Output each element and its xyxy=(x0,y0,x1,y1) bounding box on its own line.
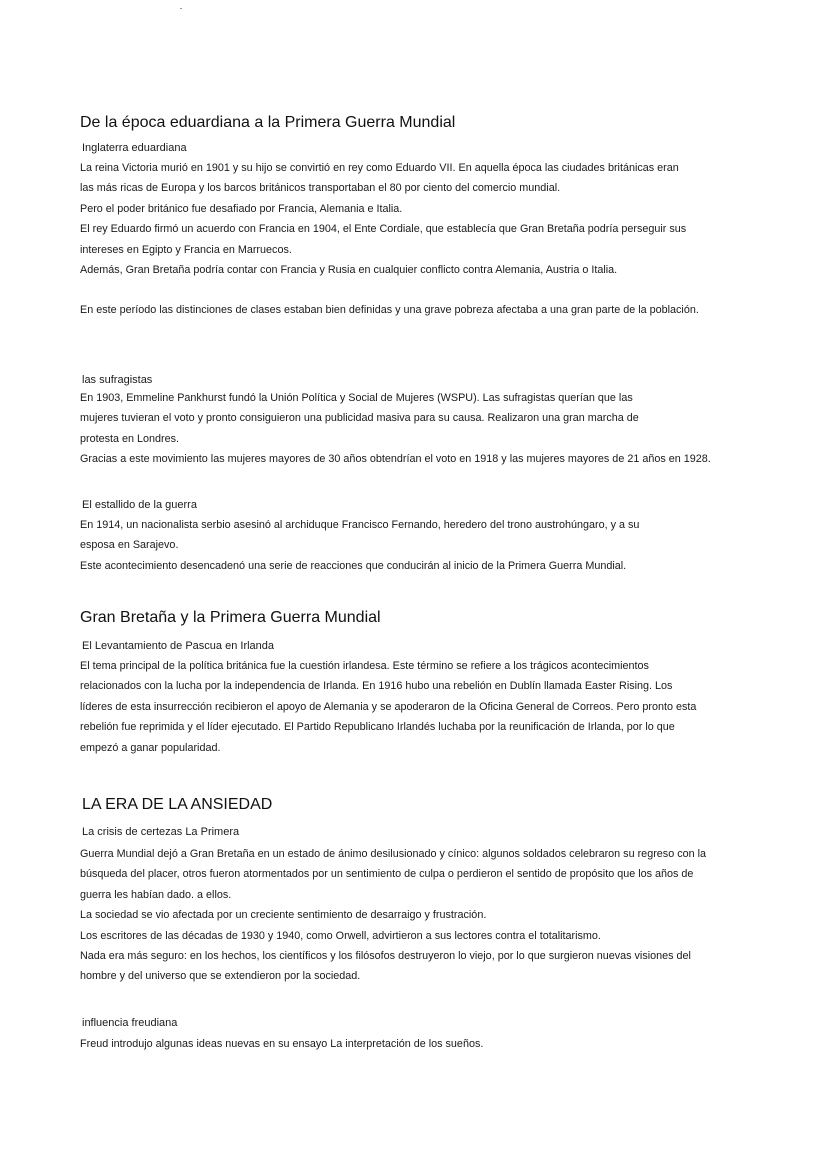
scan-mark xyxy=(180,8,182,9)
subsection-title: El estallido de la guerra xyxy=(82,499,197,511)
section-title: LA ERA DE LA ANSIEDAD xyxy=(82,796,273,813)
subsection-title: Inglaterra eduardiana xyxy=(82,142,187,154)
text-line: Gracias a este movimiento las mujeres mayores de 30 años obtendrían el voto en 1918 y las mujeres mayores de 21 años en 1928. xyxy=(80,453,711,466)
text-line: Este acontecimiento desencadenó una serie de reacciones que conducirán al inicio de la Primera Guerra Mundial. xyxy=(80,559,627,572)
paragraph xyxy=(80,158,760,280)
text-line: empezó a ganar popularidad. xyxy=(80,741,221,754)
text-line: La reina Victoria murió en 1901 y su hijo se convirtió en rey como Eduardo VII. En aquella época las ciudades británicas eran xyxy=(80,162,679,174)
subsection-heading xyxy=(82,1016,762,1030)
text-line: Pero el poder británico fue desafiado por Francia, Alemania e Italia. xyxy=(80,202,403,215)
paragraph xyxy=(80,388,760,470)
text-line: En 1903, Emmeline Pankhurst fundó la Unión Política y Social de Mujeres (WSPU). Las sufragistas querían que las xyxy=(80,392,633,404)
text-line: las más ricas de Europa y los barcos británicos transportaban el 80 por ciento del comercio mundial. xyxy=(80,182,561,195)
text-line: relacionados con la lucha por la independencia de Irlanda. En 1916 hubo una rebelión en Dublín llamada Easter Rising. Los xyxy=(80,680,673,693)
subsection-title: El Levantamiento de Pascua en Irlanda xyxy=(82,640,275,652)
subsection-title: influencia freudiana xyxy=(82,1017,178,1029)
text-line: intereses en Egipto y Francia en Marruecos. xyxy=(80,243,292,256)
paragraph xyxy=(80,1034,760,1054)
text-line: Nada era más seguro: en los hechos, los científicos y los filósofos destruyeron lo viejo, por lo que surgieron nuevas visiones del xyxy=(80,950,691,963)
paragraph xyxy=(80,515,760,576)
section-edwardian xyxy=(80,113,760,133)
text-line: En 1914, un nacionalista serbio asesinó al archiduque Francisco Fernando, heredero del trono austrohúngaro, y a su xyxy=(80,519,640,531)
subsection-title: las sufragistas xyxy=(82,374,153,386)
text-line: El rey Eduardo firmó un acuerdo con Francia en 1904, el Ente Cordiale, que establecía que Gran Bretaña podría perseguir sus xyxy=(80,223,687,236)
text-line: mujeres tuvieran el voto y pronto consiguieron una publicidad masiva para su causa. Realizaron una gran marcha de xyxy=(80,412,639,425)
text-line: rebelión fue reprimida y el líder ejecutado. El Partido Republicano Irlandés luchaba por la reunificación de Irlanda, por lo que xyxy=(80,721,675,734)
subsection-heading xyxy=(82,141,762,155)
section-title: Gran Bretaña y la Primera Guerra Mundial xyxy=(80,609,381,626)
text-line: Freud introdujo algunas ideas nuevas en su ensayo La interpretación de los sueños. xyxy=(80,1038,484,1050)
subsection-heading xyxy=(82,825,762,839)
section-anxiety xyxy=(82,795,762,815)
paragraph xyxy=(80,300,760,320)
text-line: hombre y del universo que se extendieron por la sociedad. xyxy=(80,970,361,983)
paragraph xyxy=(80,844,760,987)
text-line: protesta en Londres. xyxy=(80,432,180,445)
text-line: líderes de esta insurrección recibieron el apoyo de Alemania y se apoderaron de la Oficina General de Correos. Pero pronto esta xyxy=(80,700,697,713)
section-title: De la época eduardiana a la Primera Guerra Mundial xyxy=(80,114,456,131)
text-line: Guerra Mundial dejó a Gran Bretaña en un estado de ánimo desilusionado y cínico: algunos soldados celebraron su regreso con la xyxy=(80,848,707,860)
text-line: esposa en Sarajevo. xyxy=(80,539,179,552)
section-great-britain xyxy=(80,608,760,628)
subsection-heading xyxy=(82,373,762,387)
text-line: El tema principal de la política británica fue la cuestión irlandesa. Este término se refiere a los trágicos acontecimientos xyxy=(80,660,649,672)
text-line: Los escritores de las décadas de 1930 y 1940, como Orwell, advirtieron a sus lectores contra el totalitarismo. xyxy=(80,929,601,942)
text-line: búsqueda del placer, otros fueron atormentados por un sentimiento de culpa o perdieron el sentido de propósito que los años de xyxy=(80,868,694,881)
text-line: Además, Gran Bretaña podría contar con Francia y Rusia en cualquier conflicto contra Alemania, Austria o Italia. xyxy=(80,264,618,277)
paragraph xyxy=(80,656,760,758)
text-line: guerra les habían dado. a ellos. xyxy=(80,888,232,901)
subsection-heading xyxy=(82,498,762,512)
text-line: La sociedad se vio afectada por un creciente sentimiento de desarraigo y frustración. xyxy=(80,909,487,922)
subsection-heading xyxy=(82,639,762,653)
text-line: En este período las distinciones de clases estaban bien definidas y una grave pobreza afectaba a una gran parte de la población. xyxy=(80,304,699,316)
subsection-title: La crisis de certezas La Primera xyxy=(82,826,240,838)
